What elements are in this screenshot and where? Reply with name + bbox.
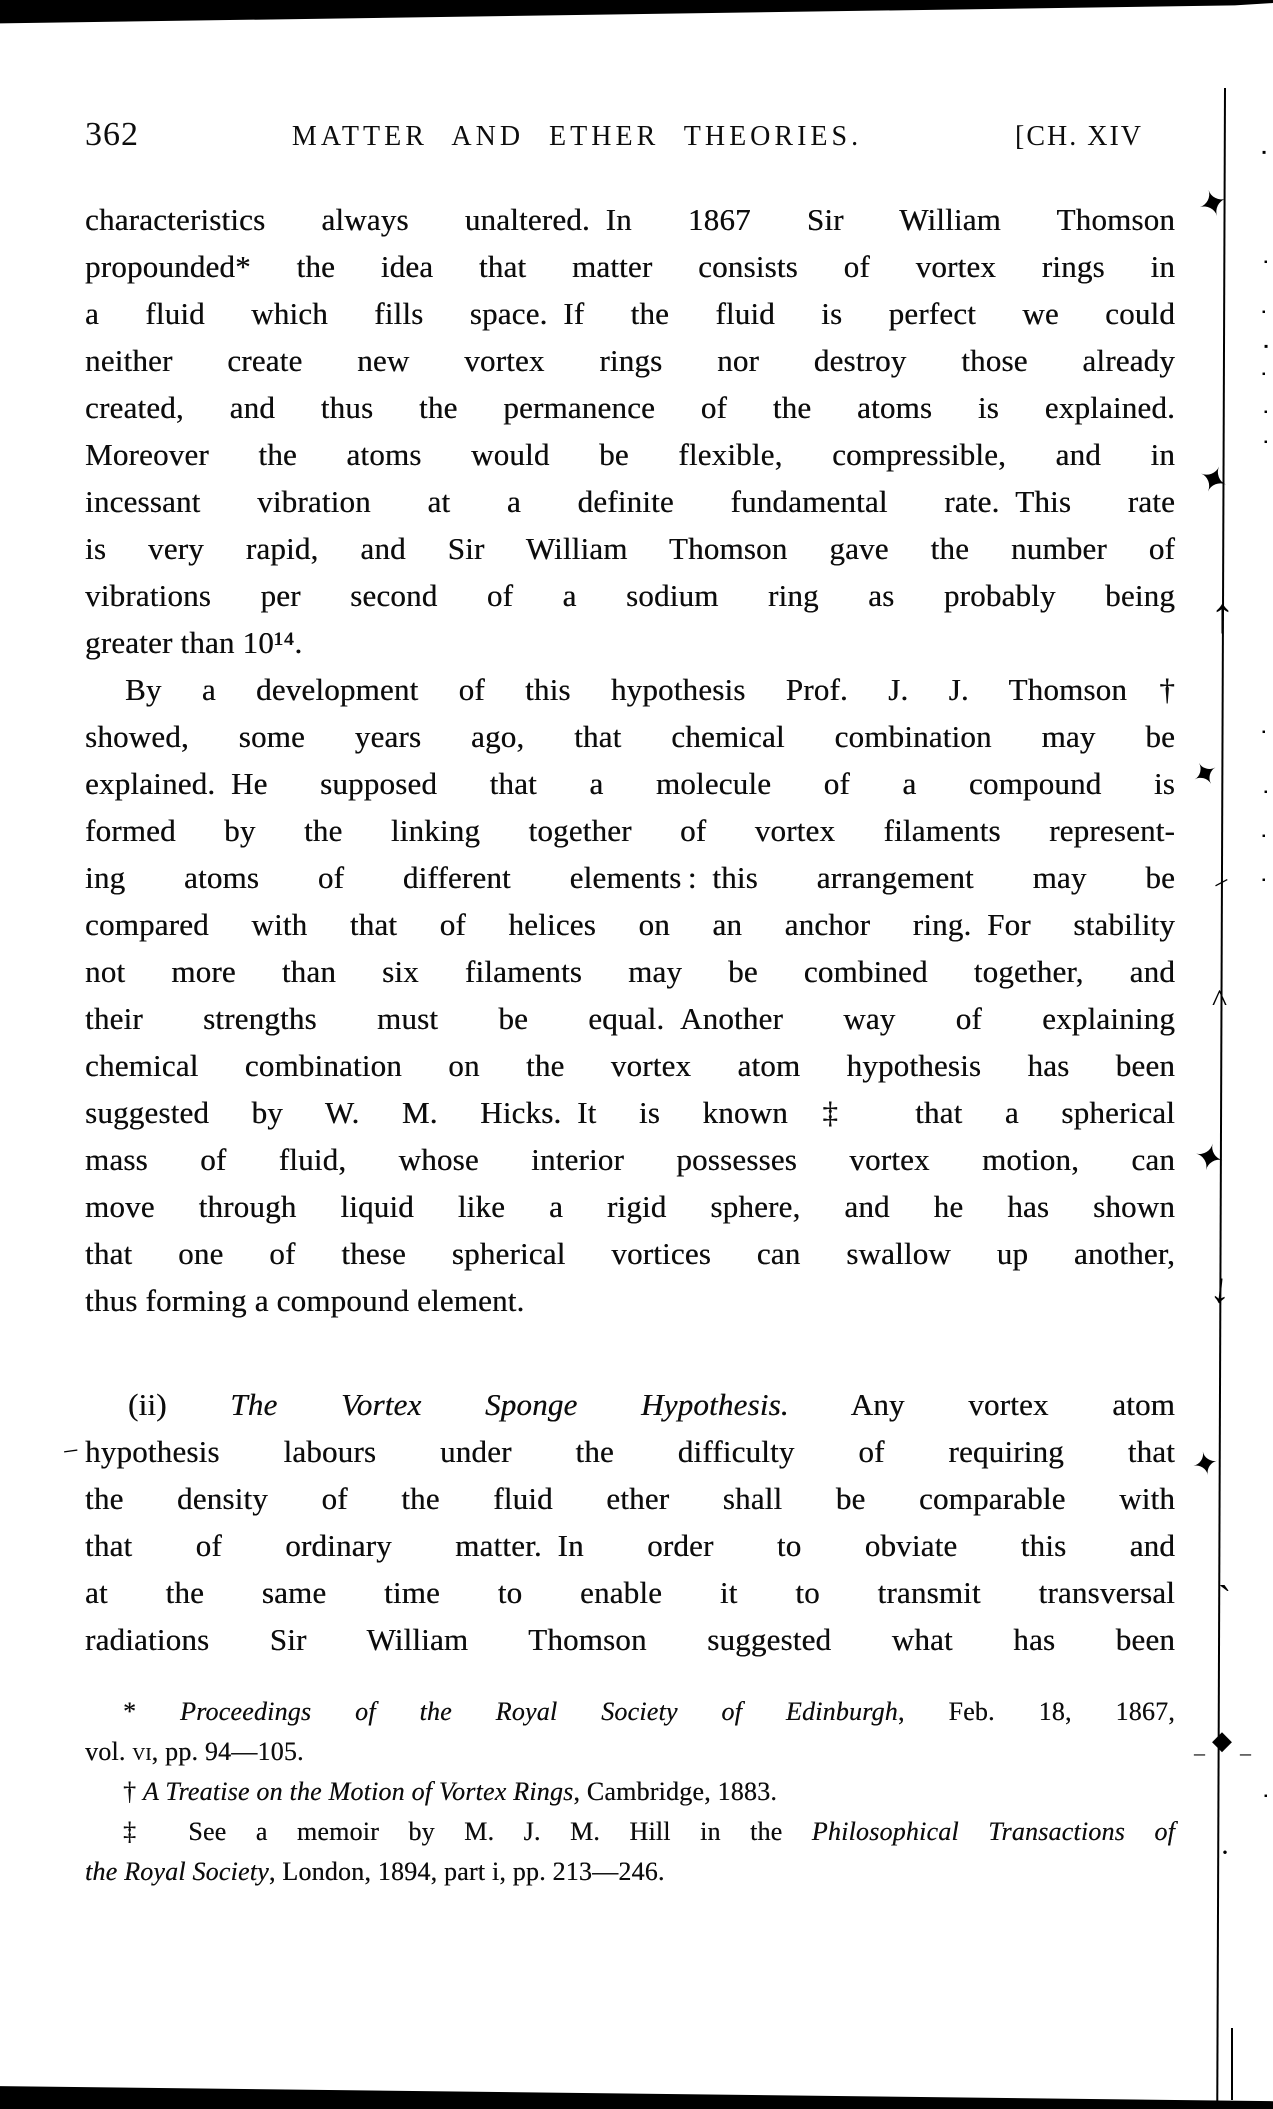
ink-mark-icon: ▪ (1264, 787, 1268, 798)
text-line: explained. He supposed that a molecule of a compound is (85, 766, 1175, 801)
footnote-text: , pp. 94—105. (151, 1737, 304, 1766)
footnote-work-title: the Royal Society (85, 1857, 269, 1886)
section-marker: (ii) (128, 1387, 167, 1422)
footnote-asterisk-line-1 (85, 1692, 1175, 1732)
ink-mark-icon: ▪ (1262, 307, 1266, 318)
ink-mark-icon: ↑ (1210, 587, 1235, 643)
top-scan-bar (0, 0, 1273, 30)
ink-mark-icon: ▪ (1262, 831, 1266, 842)
section-spacer (85, 1324, 1175, 1381)
text-line: ing atoms of different elements : this arrangement may be (85, 860, 1175, 895)
text-line: not more than six filaments may be combined together, and (85, 954, 1175, 989)
bottom-scan-bar (0, 2083, 1273, 2109)
footnote-double-dagger-line-1 (85, 1812, 1175, 1852)
footnote-work-title: Philosophical Transactions of (811, 1817, 1175, 1846)
page-header (85, 116, 1143, 154)
text-line: move through liquid like a rigid sphere, and he has shown (85, 1189, 1175, 1224)
section-heading-line (85, 1381, 1175, 1428)
ink-mark-icon: ^ (1212, 982, 1228, 1018)
body-text (85, 196, 1175, 1663)
text-line: thus forming a compound element. (85, 1283, 525, 1318)
ink-mark-icon: ▪ (1262, 875, 1266, 886)
text-line: chemical combination on the vortex atom hypothesis has been (85, 1048, 1175, 1083)
text-line: that one of these spherical vortices can swallow up another, (85, 1236, 1175, 1271)
ink-mark-icon: · (1220, 1836, 1230, 1869)
paragraph-1 (85, 196, 1175, 666)
footnote-double-dagger-line-2 (85, 1852, 1175, 1892)
footnote-work-title: Proceedings of the Royal Society of Edinburgh (180, 1697, 898, 1726)
section-title: The Vortex Sponge Hypothesis. (230, 1387, 789, 1422)
text-line: at the same time to enable it to transmit transversal (85, 1575, 1175, 1610)
ink-mark-icon: – (1207, 864, 1233, 897)
footnote-work-title: A Treatise on the Motion of Vortex Rings (142, 1777, 574, 1806)
text-line: a fluid which fills space. If the fluid is perfect we could (85, 296, 1175, 331)
text-line: By a development of this hypothesis Prof. J. J. Thomson† (125, 672, 1175, 707)
text-line: Moreover the atoms would be flexible, compressible, and in (85, 437, 1175, 472)
ink-mark-icon: ✦ (1188, 1443, 1223, 1485)
text-line: showed, some years ago, that chemical combination may be (85, 719, 1175, 754)
section-vortex-sponge (85, 1381, 1175, 1663)
page-number: 362 (85, 116, 139, 153)
text-line: incessant vibration at a definite fundamental rate. This rate (85, 484, 1175, 519)
ink-mark-icon: ` (1218, 1577, 1232, 1622)
footnote-marker: * (123, 1697, 137, 1726)
text-line: greater than 10¹⁴. (85, 625, 303, 660)
footnotes (85, 1692, 1175, 1892)
paragraph-2 (85, 666, 1175, 1324)
section-heading-rest: Any vortex atom (850, 1387, 1175, 1422)
footnote-text: , London, 1894, part i, pp. 213—246. (268, 1857, 665, 1886)
ink-mark-icon: ▪ (1262, 145, 1267, 159)
ink-mark-icon: ▪ (1264, 339, 1269, 353)
text-line: suggested by W. M. Hicks. It is known‡ that a spherical (85, 1095, 1175, 1130)
footnote-marker: † (123, 1777, 137, 1806)
ink-mark-icon: ▪ (1264, 1791, 1268, 1802)
text-line: vibrations per second of a sodium ring as probably being (85, 578, 1175, 613)
ink-mark-icon: – (1240, 1740, 1251, 1765)
ink-mark-icon: ▪ (1264, 437, 1268, 448)
bottom-right-rule-fragment (1231, 2028, 1233, 2100)
text-line: created, and thus the permanence of the atoms is explained. (85, 390, 1175, 425)
ink-mark-icon: ✦ (1189, 1134, 1229, 1182)
ink-mark-icon: ✦ (1191, 455, 1236, 505)
text-line: hypothesis labours under the difficulty of requiring that (85, 1434, 1175, 1469)
footnote-text: , Feb. 18, 1867, (897, 1697, 1175, 1726)
text-line: neither create new vortex rings nor destroy those already (85, 343, 1175, 378)
text-line: is very rapid, and Sir William Thomson gave the number of (85, 531, 1175, 566)
ink-mark-icon: ▪ (1262, 369, 1266, 380)
text-line: their strengths must be equal. Another way of explaining (85, 1001, 1175, 1036)
text-line: mass of fluid, whose interior possesses vortex motion, can (85, 1142, 1175, 1177)
ink-mark-icon: ◆ (1212, 1726, 1232, 1755)
text-line: that of ordinary matter. In order to obviate this and (85, 1528, 1175, 1563)
text-line: radiations Sir William Thomson suggested what has been (85, 1622, 1175, 1657)
text-line: compared with that of helices on an anchor ring. For stability (85, 907, 1175, 942)
ink-mark-icon: – (1194, 1740, 1205, 1765)
text-line: the density of the fluid ether shall be comparable with (85, 1481, 1175, 1516)
footnote-text: See a memoir by M. J. M. Hill in the (188, 1817, 812, 1846)
running-title: MATTER AND ETHER THEORIES. (291, 121, 863, 152)
footnote-marker: ‡ (123, 1817, 159, 1846)
footnote-asterisk-line-2 (85, 1732, 1175, 1772)
footnote-dagger-line (85, 1772, 1175, 1812)
text-line: propounded* the idea that matter consists of vortex rings in (85, 249, 1175, 284)
ink-mark-icon: ▪ (1264, 407, 1268, 418)
text-line: characteristics always unaltered. In 1867 Sir William Thomson (85, 202, 1175, 237)
ink-mark-icon: ✦ (1192, 180, 1234, 228)
ink-mark-icon: ▪ (1264, 257, 1268, 268)
ink-mark-icon: ▪ (1262, 727, 1266, 738)
ink-mark-icon: ✦ (1184, 751, 1227, 797)
volume-numeral: vi (132, 1737, 152, 1766)
ink-mark-icon: ↓ (1207, 1265, 1234, 1313)
text-line: formed by the linking together of vortex filaments represent- (85, 813, 1175, 848)
ink-mark-icon: – (61, 1433, 79, 1464)
chapter-heading: [CH. XIV (1015, 121, 1143, 152)
margin-rule (1216, 88, 1226, 2102)
footnote-text: vol. (85, 1737, 133, 1766)
footnote-text: , Cambridge, 1883. (573, 1777, 778, 1806)
